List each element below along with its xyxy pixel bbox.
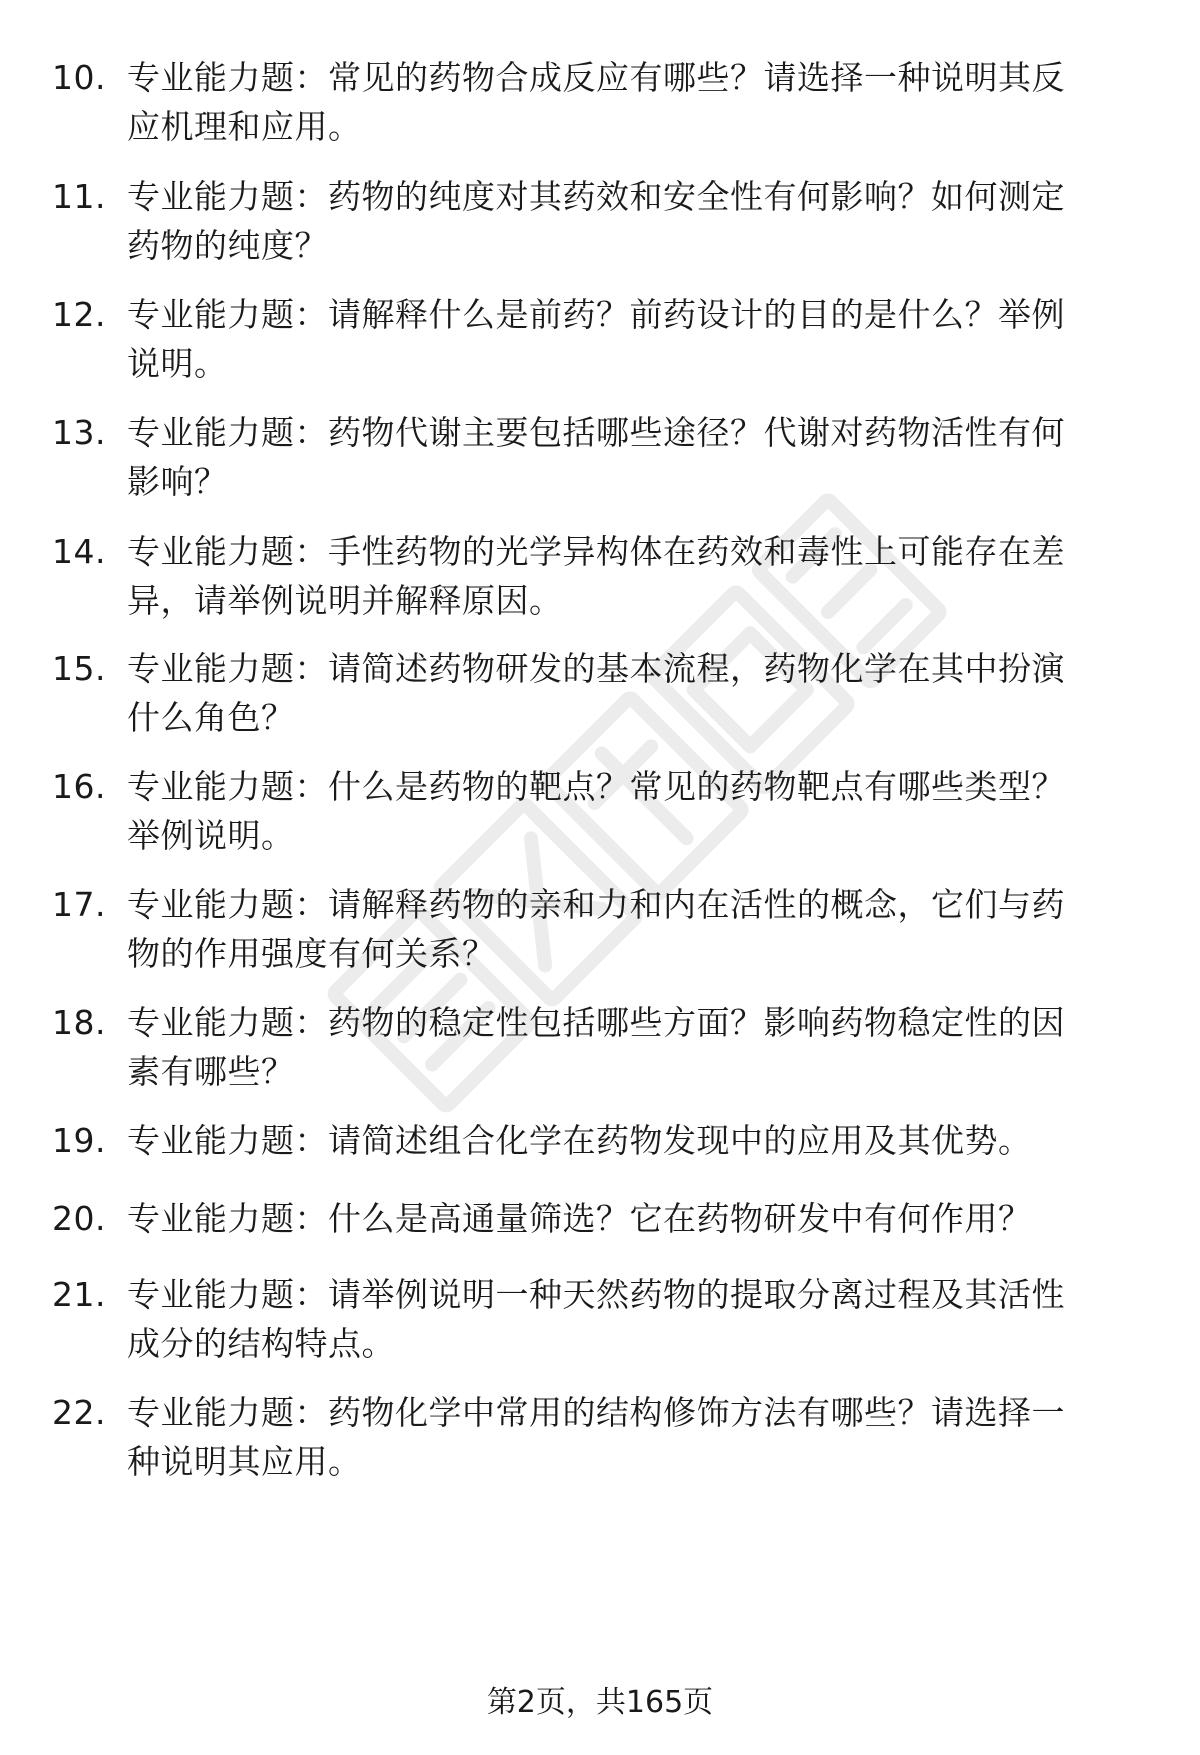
question-line: 素有哪些？: [127, 1052, 295, 1091]
question-number: 19.: [52, 1121, 106, 1160]
question-line: 专业能力题：药物代谢主要包括哪些途径？代谢对药物活性有何: [127, 413, 1065, 452]
question-text: [127, 290, 1147, 388]
question-line: 什么角色？: [127, 698, 295, 737]
question-number: 12.: [52, 295, 106, 334]
question-line: 药物的纯度？: [127, 226, 328, 265]
question-number: 20.: [52, 1199, 106, 1238]
page-number-label: 第2页，共165页: [486, 1685, 714, 1720]
question-text: [127, 408, 1147, 506]
question-line: 成分的结构特点。: [127, 1324, 395, 1363]
question-text: [127, 1270, 1147, 1368]
question-number: 14.: [52, 532, 106, 571]
question-number: 15.: [52, 649, 106, 688]
question-line: 举例说明。: [127, 816, 295, 855]
question-number: 16.: [52, 767, 106, 806]
question-text: [127, 527, 1147, 625]
question-line: 专业能力题：请简述药物研发的基本流程，药物化学在其中扮演: [127, 649, 1065, 688]
question-number: 10.: [52, 58, 106, 97]
question-text: [127, 1116, 1147, 1165]
question-text: [127, 998, 1147, 1096]
question-line: 专业能力题：什么是药物的靶点？常见的药物靶点有哪些类型？: [127, 767, 1065, 806]
question-line: 专业能力题：药物的稳定性包括哪些方面？影响药物稳定性的因: [127, 1003, 1065, 1042]
question-line: 种说明其应用。: [127, 1442, 362, 1481]
question-line: 专业能力题：手性药物的光学异构体在药效和毒性上可能存在差: [127, 532, 1065, 571]
question-line: 专业能力题：请解释药物的亲和力和内在活性的概念，它们与药: [127, 885, 1065, 924]
question-text: [127, 1388, 1147, 1486]
question-line: 专业能力题：常见的药物合成反应有哪些？请选择一种说明其反: [127, 58, 1065, 97]
question-text: [127, 644, 1147, 742]
question-line: 应机理和应用。: [127, 107, 362, 146]
question-line: 专业能力题：什么是高通量筛选？它在药物研发中有何作用？: [127, 1199, 1032, 1238]
question-text: [127, 53, 1147, 151]
question-number: 21.: [52, 1275, 106, 1314]
question-number: 17.: [52, 885, 106, 924]
question-number: 22.: [52, 1393, 106, 1432]
question-line: 说明。: [127, 344, 228, 383]
question-line: 物的作用强度有何关系？: [127, 934, 496, 973]
question-text: [127, 762, 1147, 860]
page-footer: [0, 1683, 1200, 1723]
question-line: 专业能力题：药物的纯度对其药效和安全性有何影响？如何测定: [127, 177, 1065, 216]
question-line: 专业能力题：请简述组合化学在药物发现中的应用及其优势。: [127, 1121, 1032, 1160]
question-text: [127, 1194, 1147, 1243]
question-number: 18.: [52, 1003, 106, 1042]
question-text: [127, 172, 1147, 270]
question-number: 11.: [52, 177, 106, 216]
question-text: [127, 880, 1147, 978]
question-line: 专业能力题：请举例说明一种天然药物的提取分离过程及其活性: [127, 1275, 1065, 1314]
question-line: 专业能力题：药物化学中常用的结构修饰方法有哪些？请选择一: [127, 1393, 1065, 1432]
question-line: 异，请举例说明并解释原因。: [127, 581, 563, 620]
question-line: 影响？: [127, 462, 228, 501]
question-line: 专业能力题：请解释什么是前药？前药设计的目的是什么？举例: [127, 295, 1065, 334]
question-number: 13.: [52, 413, 106, 452]
